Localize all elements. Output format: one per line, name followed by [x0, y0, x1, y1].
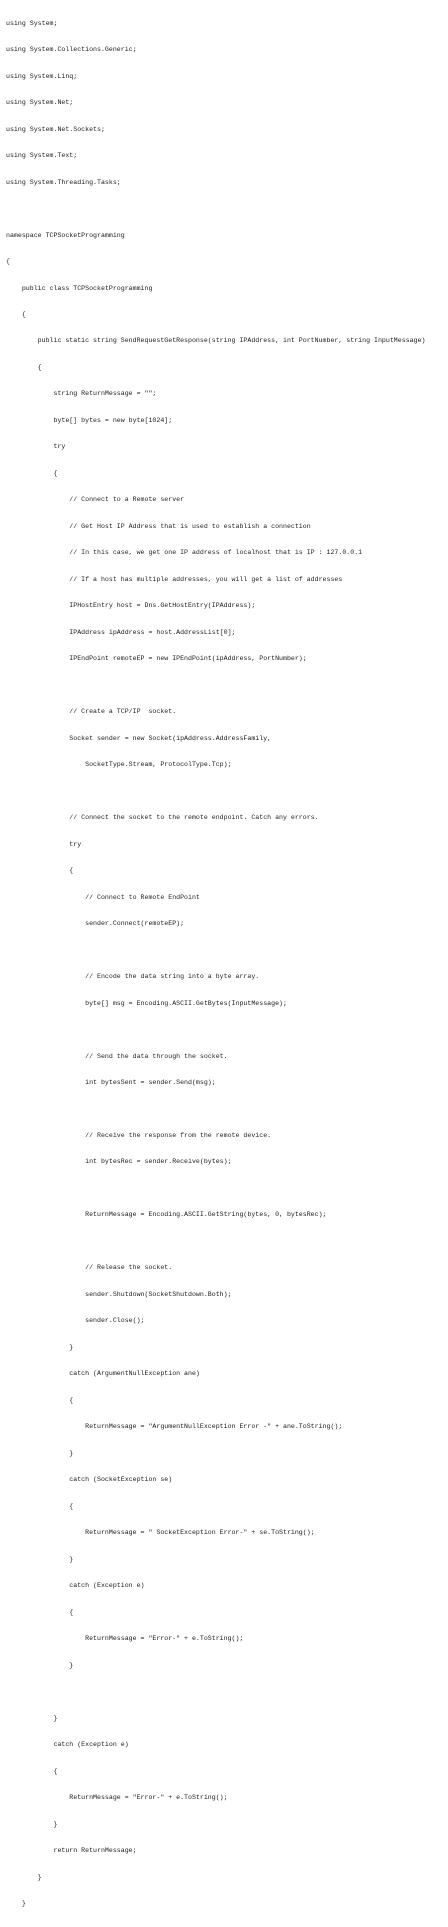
code-line: string ReturnMessage = ""; [6, 390, 157, 398]
code-comment-line: // In this case, we get one IP address of localhost that is IP : 127.0.0.1 [6, 549, 363, 557]
code-line [6, 1185, 425, 1194]
code-line: sender.Connect(remoteEP); [6, 920, 185, 928]
code-line [6, 1106, 425, 1115]
code-line: catch (Exception e) [6, 1741, 129, 1749]
code-line [6, 947, 425, 956]
code-line: ReturnMessage = "Error-" + e.ToString(); [6, 1635, 244, 1643]
code-line: sender.Close(); [6, 1317, 145, 1325]
code-line: using System.Threading.Tasks; [6, 178, 121, 186]
code-line: sender.Shutdown(SocketShutdown.Both); [6, 1290, 232, 1298]
code-line: using System.Text; [6, 152, 78, 160]
code-line: try [6, 840, 82, 848]
code-line: } [6, 1714, 58, 1722]
code-line: } [6, 1900, 26, 1908]
code-line: IPAddress ipAddress = host.AddressList[0]; [6, 628, 236, 636]
code-comment-line: // Send the data through the socket. [6, 1052, 228, 1060]
code-line [6, 205, 425, 214]
code-line [6, 788, 425, 797]
code-line: using System.Collections.Generic; [6, 46, 137, 54]
code-line: } [6, 1449, 74, 1457]
code-line [6, 682, 425, 691]
code-line: using System; [6, 19, 58, 27]
code-line [6, 1026, 425, 1035]
code-line: { [6, 867, 74, 875]
code-line: using System.Net.Sockets; [6, 125, 105, 133]
code-comment-line: // If a host has multiple addresses, you will get a list of addresses [6, 575, 343, 583]
code-line: public class TCPSocketProgramming [6, 284, 153, 292]
code-line: { [6, 258, 10, 266]
code-line: { [6, 1767, 58, 1775]
code-line: namespace TCPSocketProgramming [6, 231, 125, 239]
code-line: int bytesSent = sender.Send(msg); [6, 1079, 216, 1087]
code-line: IPEndPoint remoteEP = new IPEndPoint(ipAddress, PortNumber); [6, 655, 307, 663]
code-line: } [6, 1555, 74, 1563]
code-line: } [6, 1343, 74, 1351]
code-line [6, 1238, 425, 1247]
code-line: Socket sender = new Socket(ipAddress.AddressFamily, [6, 734, 272, 742]
code-line: catch (ArgumentNullException ane) [6, 1370, 200, 1378]
code-line: { [6, 363, 42, 371]
code-line: int bytesRec = sender.Receive(bytes); [6, 1158, 232, 1166]
code-comment-line: // Create a TCP/IP socket. [6, 708, 177, 716]
code-line: ReturnMessage = "ArgumentNullException Error -" + ane.ToString(); [6, 1423, 343, 1431]
code-line: byte[] bytes = new byte[1024]; [6, 416, 173, 424]
code-line: { [6, 469, 58, 477]
code-line [6, 1688, 425, 1697]
code-line: { [6, 1608, 74, 1616]
code-line: return ReturnMessage; [6, 1847, 137, 1855]
code-line: { [6, 1502, 74, 1510]
code-comment-line: // Connect the socket to the remote endpoint. Catch any errors. [6, 814, 319, 822]
code-line: catch (Exception e) [6, 1582, 145, 1590]
code-line: { [6, 1396, 74, 1404]
code-line: } [6, 1820, 58, 1828]
code-line: try [6, 443, 66, 451]
code-comment-line: // Release the socket. [6, 1264, 173, 1272]
code-line: ReturnMessage = " SocketException Error-" + se.ToString(); [6, 1529, 315, 1537]
code-line: catch (SocketException se) [6, 1476, 173, 1484]
code-line: ReturnMessage = "Error-" + e.ToString(); [6, 1794, 228, 1802]
code-line: SocketType.Stream, ProtocolType.Tcp); [6, 761, 232, 769]
code-comment-line: // Get Host IP Address that is used to establish a connection [6, 522, 311, 530]
code-line: byte[] msg = Encoding.ASCII.GetBytes(InputMessage); [6, 999, 287, 1007]
code-comment-line: // Receive the response from the remote device. [6, 1132, 272, 1139]
code-line: } [6, 1873, 42, 1881]
code-line: using System.Linq; [6, 72, 78, 80]
code-line: } [6, 1661, 74, 1669]
code-line: public static string SendRequestGetResponse(string IPAddress, int PortNumber, string InputMessage) [6, 337, 426, 345]
code-line: IPHostEntry host = Dns.GetHostEntry(IPAddress); [6, 602, 256, 610]
code-listing [6, 2, 425, 1927]
code-comment-line: // Connect to Remote EndPoint [6, 893, 200, 901]
code-comment-line: // Encode the data string into a byte array. [6, 973, 260, 981]
code-line: ReturnMessage = Encoding.ASCII.GetString(bytes, 0, bytesRec); [6, 1211, 327, 1219]
code-comment-line: // Connect to a Remote server [6, 496, 185, 504]
code-line: using System.Net; [6, 99, 74, 107]
code-line: { [6, 310, 26, 318]
